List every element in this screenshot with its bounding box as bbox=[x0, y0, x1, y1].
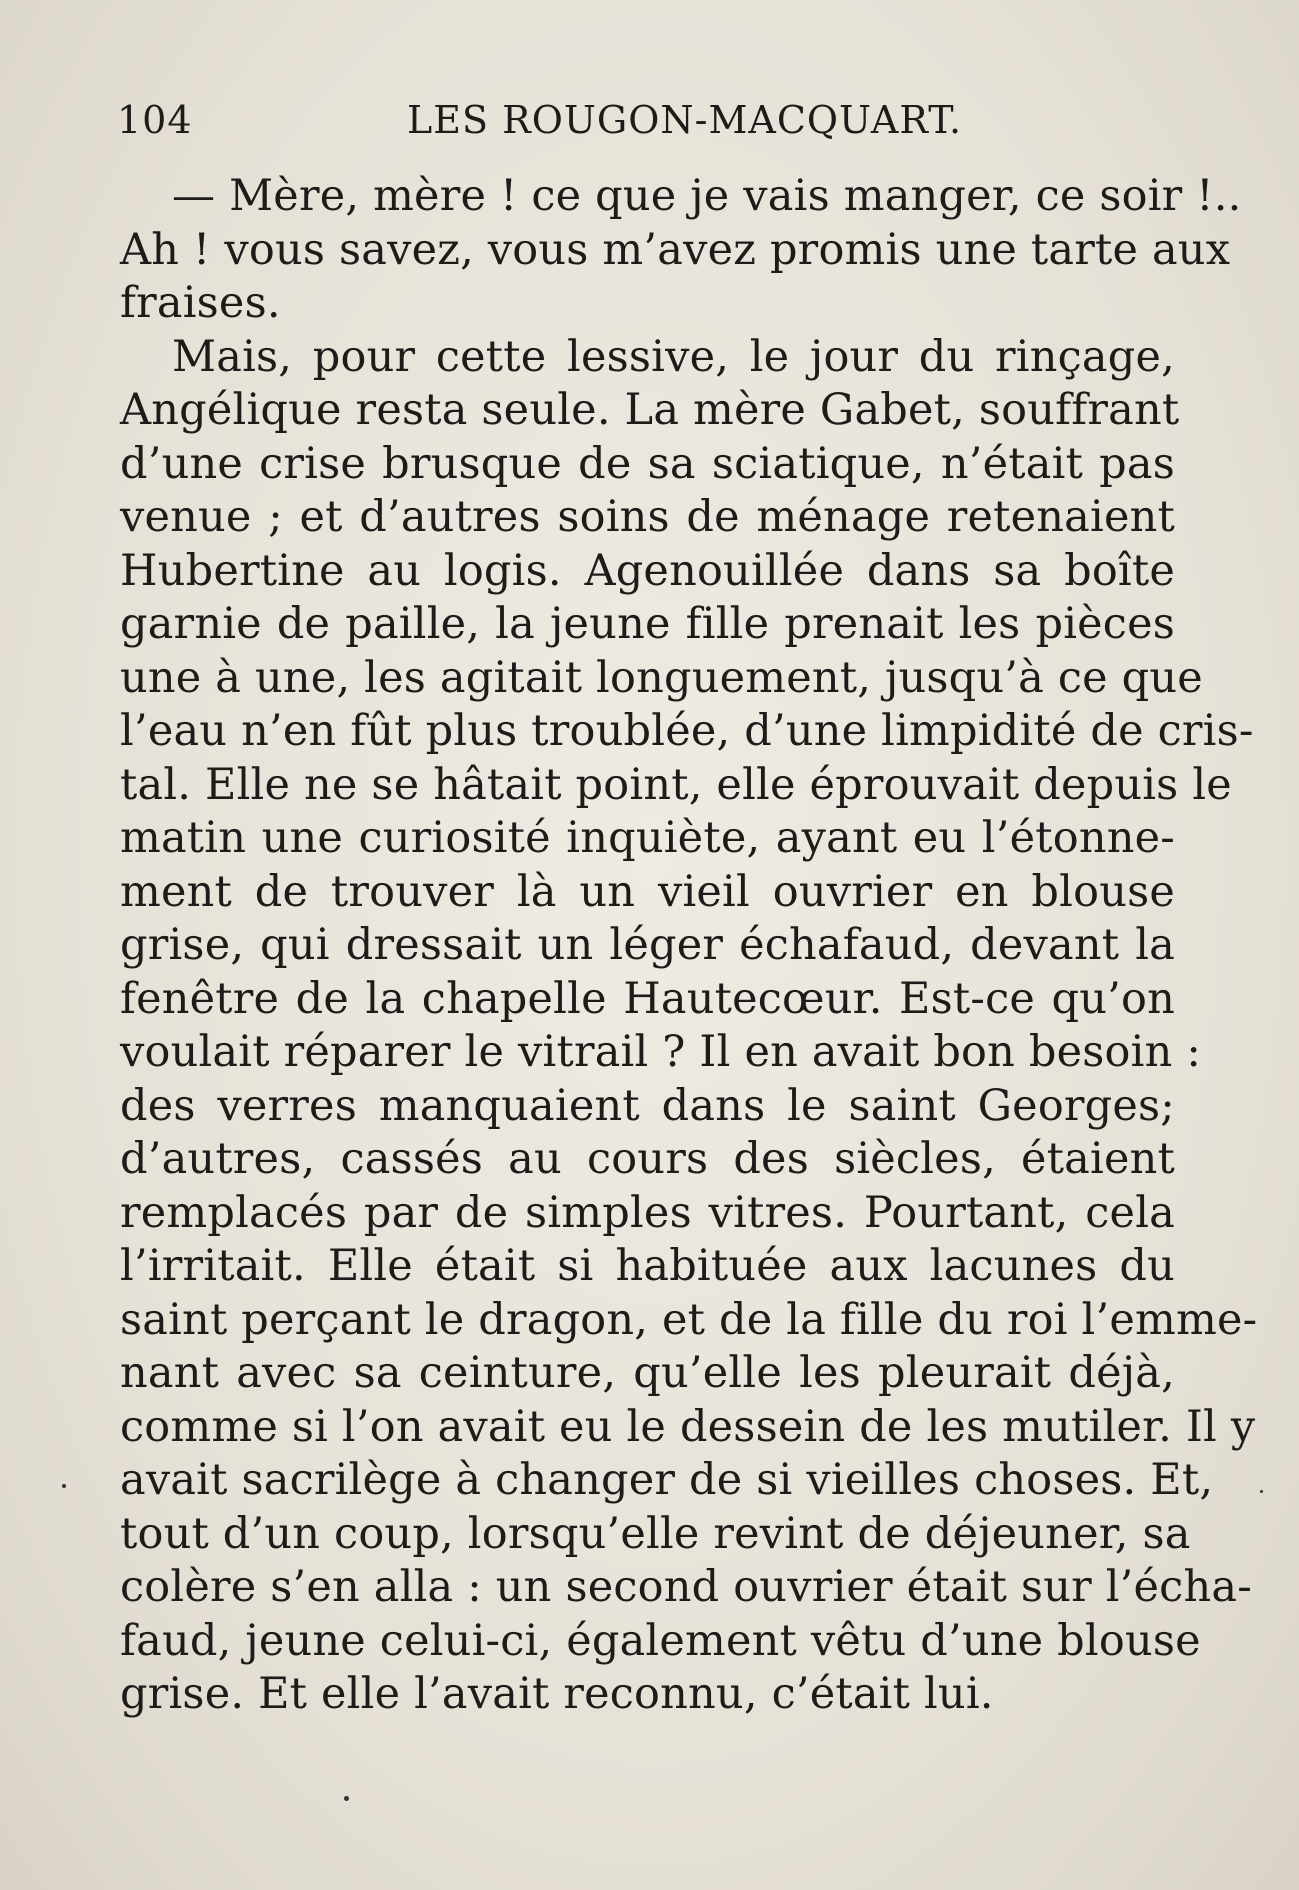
paper-speck bbox=[62, 1484, 66, 1488]
text-line: Angélique resta seule. La mère Gabet, souffrant bbox=[120, 385, 1180, 435]
text-line: Mais, pour cette lessive, le jour du rinçage, bbox=[172, 331, 1175, 382]
text-line: colère s’en alla : un second ouvrier était sur l’écha- bbox=[120, 1562, 1252, 1612]
text-line: d’une crise brusque de sa sciatique, n’était pas bbox=[120, 438, 1175, 489]
text-line: faud, jeune celui-ci, également vêtu d’une blouse bbox=[120, 1615, 1201, 1666]
text-line: garnie de paille, la jeune fille prenait les pièces bbox=[120, 599, 1175, 649]
text-line: venue ; et d’autres soins de ménage retenaient bbox=[120, 492, 1175, 542]
text-line: fraises. bbox=[120, 278, 281, 328]
paper-speck bbox=[1260, 1490, 1263, 1493]
body-text bbox=[120, 170, 1258, 1722]
text-line: nant avec sa ceinture, qu’elle les pleurait déjà, bbox=[120, 1348, 1175, 1398]
text-line: saint perçant le dragon, et de la fille du roi l’emme- bbox=[120, 1294, 1258, 1345]
text-line: Ah ! vous savez, vous m’avez promis une tarte aux bbox=[120, 224, 1231, 275]
text-line: Hubertine au logis. Agenouillée dans sa boîte bbox=[120, 545, 1175, 596]
text-line: comme si l’on avait eu le dessein de les mutiler. Il y bbox=[120, 1401, 1256, 1452]
text-line: voulait réparer le vitrail ? Il en avait bon besoin : bbox=[120, 1027, 1202, 1077]
text-line: des verres manquaient dans le saint Georges; bbox=[120, 1080, 1175, 1131]
text-line: d’autres, cassés au cours des siècles, étaient bbox=[120, 1134, 1175, 1184]
text-line: tout d’un coup, lorsqu’elle revint de déjeuner, sa bbox=[120, 1508, 1191, 1559]
text-line: matin une curiosité inquiète, ayant eu l’étonne- bbox=[120, 813, 1175, 863]
text-line: grise. Et elle l’avait reconnu, c’était lui. bbox=[120, 1669, 994, 1719]
page-header bbox=[117, 95, 1177, 145]
text-line: tal. Elle ne se hâtait point, elle éprouvait depuis le bbox=[120, 759, 1232, 810]
text-line: l’eau n’en fût plus troublée, d’une limpidité de cris- bbox=[120, 706, 1254, 756]
text-line: fenêtre de la chapelle Hautecœur. Est-ce qu’on bbox=[120, 973, 1175, 1024]
page-number: 104 bbox=[117, 98, 193, 142]
text-line: une à une, les agitait longuement, jusqu’à ce que bbox=[120, 652, 1203, 703]
text-line: remplacés par de simples vitres. Pourtant, cela bbox=[120, 1187, 1175, 1238]
running-title: LES ROUGON-MACQUART. bbox=[407, 98, 963, 142]
text-line: l’irritait. Elle était si habituée aux lacunes du bbox=[120, 1241, 1175, 1291]
paper-speck bbox=[344, 1796, 349, 1801]
text-line: grise, qui dressait un léger échafaud, devant la bbox=[120, 920, 1175, 970]
text-line: avait sacrilège à changer de si vieilles choses. Et, bbox=[120, 1455, 1214, 1505]
text-line: — Mère, mère ! ce que je vais manger, ce soir !.. bbox=[172, 171, 1242, 221]
text-line: ment de trouver là un vieil ouvrier en blouse bbox=[120, 866, 1175, 917]
